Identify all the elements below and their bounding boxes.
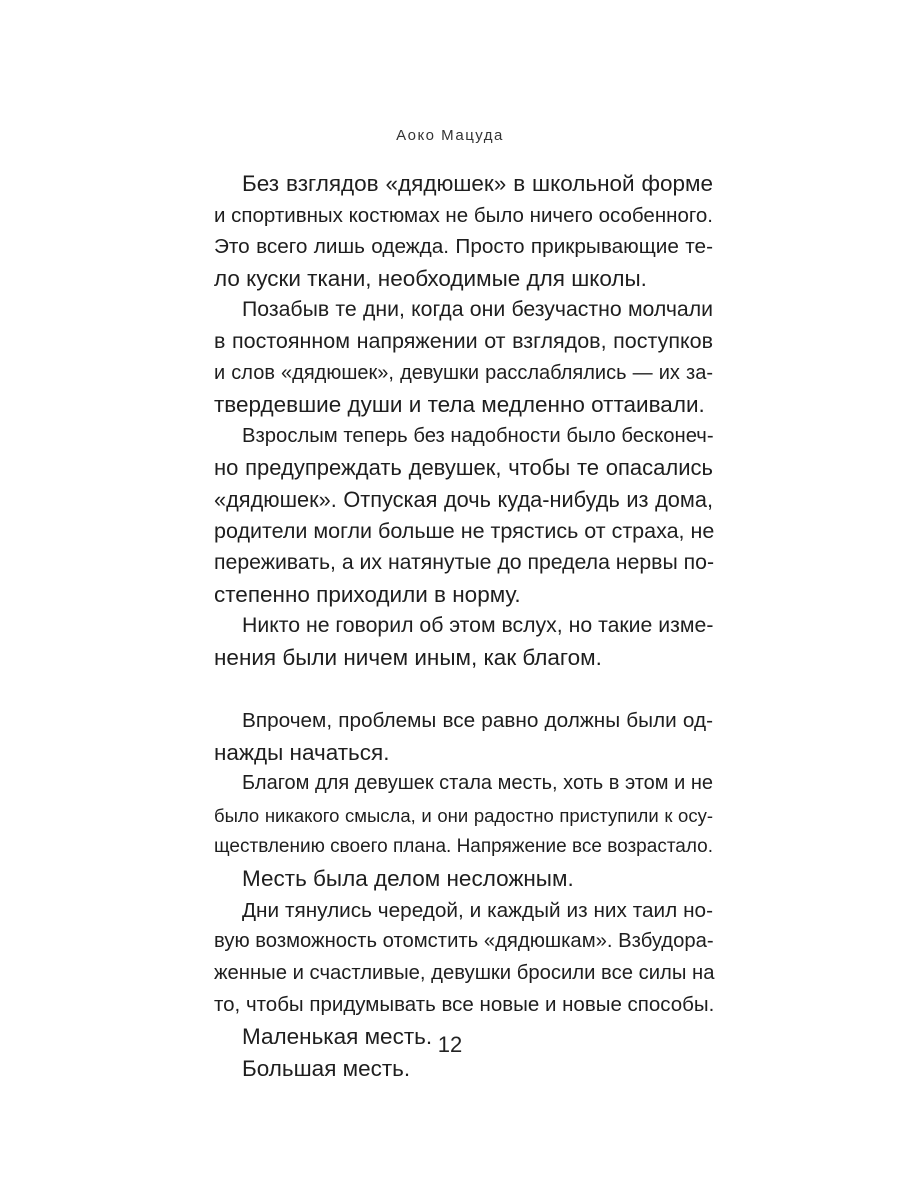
text-line: ло куски ткани, необходимые для школы. [214, 265, 647, 291]
text-line: твердевшие души и тела медленно оттаивали. [214, 392, 705, 418]
text-line: Месть была делом несложным. [242, 866, 574, 892]
text-line: Благом для девушек стала месть, хоть в этом и не [242, 772, 713, 795]
section-break [214, 674, 713, 706]
body-text [214, 168, 713, 1084]
text-line: Взрослым теперь без надобности было бесконеч- [242, 424, 714, 447]
running-head: Аоко Мацуда [396, 127, 504, 144]
text-line: Большая месть. [242, 1055, 411, 1081]
text-line: Без взглядов «дядюшек» в школьной форме [242, 171, 713, 196]
text-line: в постоянном напряжении от взглядов, поступков [214, 328, 713, 353]
text-line: вую возможность отомстить «дядюшкам». Взбудора- [214, 930, 714, 953]
text-line: степенно приходили в норму. [214, 581, 521, 607]
text-line: «дядюшек». Отпуская дочь куда-нибудь из дома, [214, 486, 713, 512]
text-line: и слов «дядюшек», девушки расслаблялись — их за- [214, 361, 713, 384]
text-line: Дни тянулись чередой, и каждый из них таил но- [242, 898, 713, 922]
text-line: нажды начаться. [214, 739, 390, 765]
text-line: ществлению своего плана. Напряжение все возрастало. [214, 836, 714, 858]
text-line: но предупреждать девушек, чтобы те опасались [214, 455, 713, 481]
page-number: 12 [437, 1032, 463, 1057]
text-line: Это всего лишь одежда. Просто прикрывающие те- [214, 235, 713, 259]
text-line: Маленькая месть. [242, 1024, 433, 1050]
text-line: было никакого смысла, и они радостно приступили к осу- [214, 804, 713, 826]
text-line: переживать, а их натянутые до предела нервы по- [214, 550, 715, 575]
text-line: нения были ничем иным, как благом. [214, 644, 602, 670]
text-line: женные и счастливые, девушки бросили все силы на [214, 961, 715, 984]
text-line: и спортивных костюмах не было ничего особенного. [214, 203, 713, 227]
text-line: Впрочем, проблемы все равно должны были од- [242, 709, 713, 733]
text-line: Никто не говорил об этом вслух, но такие изме- [242, 613, 714, 638]
text-line: Позабыв те дни, когда они безучастно молчали [242, 297, 713, 322]
text-line: родители могли больше не трястись от страха, не [214, 518, 715, 543]
text-line: то, чтобы придумывать все новые и новые способы. [214, 993, 715, 1017]
